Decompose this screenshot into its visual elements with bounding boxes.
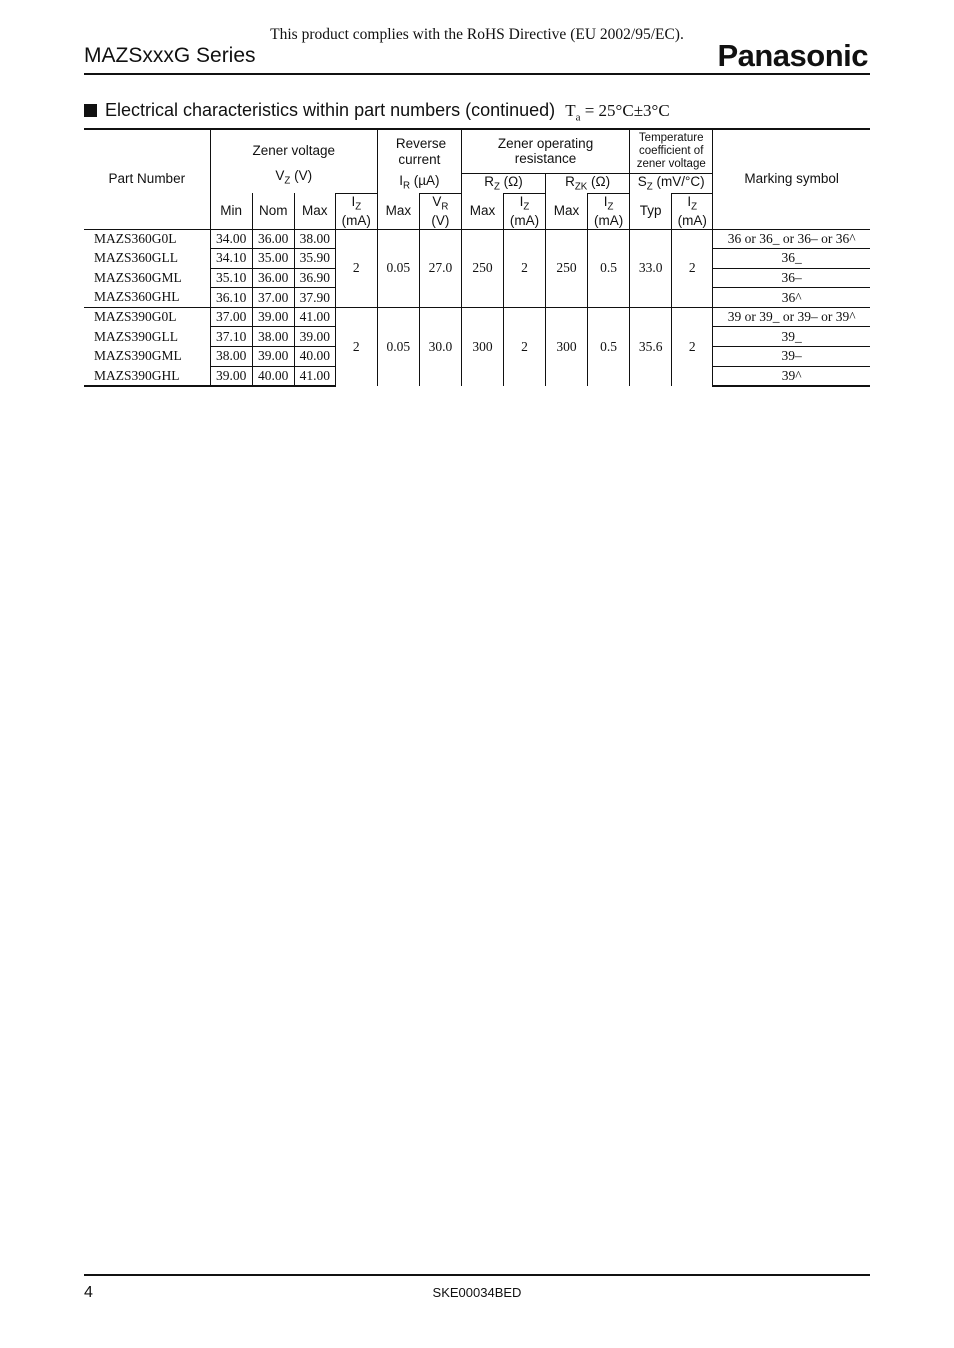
sz-test-current: 2	[672, 307, 713, 386]
vz-min: 37.00	[210, 307, 252, 327]
vr-value: 30.0	[419, 307, 461, 386]
vz-max: 35.90	[294, 249, 335, 269]
vz-nom: 39.00	[252, 347, 294, 367]
header-max: Max	[294, 193, 335, 229]
vz-max: 39.00	[294, 327, 335, 347]
vz-min: 36.10	[210, 288, 252, 308]
part-number: MAZS360GLL	[94, 250, 178, 266]
vz-nom: 35.00	[252, 249, 294, 269]
vz-min: 38.00	[210, 347, 252, 367]
header-zener-voltage: Zener voltage $V_Z$ (V)	[210, 129, 377, 193]
vz-min: 34.00	[210, 229, 252, 249]
vz-nom: 36.00	[252, 268, 294, 288]
header-rz-iz: $I_Z$ (mA)	[503, 193, 545, 229]
marking: 39_	[713, 327, 870, 347]
sz-test-current: 2	[672, 229, 713, 307]
footer-rule	[84, 1274, 870, 1276]
header-rzk-unit: $R_{ZK}$ (Ω)	[546, 173, 630, 193]
rzk-test-current: 0.5	[588, 307, 630, 386]
rzk-test-current: 0.5	[588, 229, 630, 307]
header-nom: Nom	[252, 193, 294, 229]
table-row	[84, 229, 870, 249]
header-vz-iz: $I_Z$ (mA)	[335, 193, 377, 229]
marking: 36_	[713, 249, 870, 269]
vz-nom: 38.00	[252, 327, 294, 347]
marking: 39^	[713, 366, 870, 386]
rz-max: 300	[461, 307, 503, 386]
square-bullet-icon	[84, 104, 97, 117]
header-rz-max: Max	[461, 193, 503, 229]
vz-nom: 36.00	[252, 229, 294, 249]
vz-min: 34.10	[210, 249, 252, 269]
rohs-notice: This product complies with the RoHS Directive (EU 2002/95/EC).	[270, 26, 684, 43]
marking: 39 or 39_ or 39– or 39^	[713, 307, 870, 327]
vz-min: 35.10	[210, 268, 252, 288]
header-rzk-max: Max	[546, 193, 588, 229]
document-code: SKE00034BED	[432, 1285, 522, 1300]
part-number: MAZS390GLL	[94, 328, 178, 344]
header-rz-unit: $R_Z$ (Ω)	[461, 173, 545, 193]
marking: 36–	[713, 268, 870, 288]
part-number: MAZS360GML	[94, 269, 182, 285]
page-number: 4	[84, 1284, 93, 1301]
header-sz-typ: Typ	[630, 193, 672, 229]
part-number: MAZS360GHL	[94, 289, 180, 305]
ir-max: 0.05	[377, 229, 419, 307]
temperature-condition: $T_a = 25^\circ C\pm 3^\circ C$	[565, 101, 670, 124]
electrical-characteristics-table	[84, 128, 870, 387]
vr-value: 27.0	[419, 229, 461, 307]
vz-min: 37.10	[210, 327, 252, 347]
rzk-max: 300	[546, 307, 588, 386]
vz-test-current: 2	[335, 229, 377, 307]
part-number: MAZS390GHL	[84, 366, 210, 386]
sz-typ: 35.6	[630, 307, 672, 386]
header-ir-max: Max	[377, 193, 419, 229]
header-temp-coefficient: Temperature coefficient of zener voltage	[630, 129, 713, 173]
header-part-number: Part Number	[84, 129, 210, 229]
vz-min: 39.00	[210, 366, 252, 386]
table-row	[84, 307, 870, 327]
vz-max: 37.90	[294, 288, 335, 308]
sz-typ: 33.0	[630, 229, 672, 307]
vz-max: 41.00	[294, 366, 335, 386]
rzk-max: 250	[546, 229, 588, 307]
vz-max: 41.00	[294, 307, 335, 327]
brand-logo: Panasonic	[717, 38, 868, 73]
vz-nom: 39.00	[252, 307, 294, 327]
vz-max: 36.90	[294, 268, 335, 288]
marking: 39–	[713, 347, 870, 367]
rz-test-current: 2	[503, 307, 545, 386]
section-title: Electrical characteristics within part numbers (continued)	[105, 100, 556, 120]
header-reverse-current: Reverse current	[377, 129, 461, 173]
series-title: MAZSxxxG Series	[84, 44, 256, 67]
vz-max: 38.00	[294, 229, 335, 249]
header-marking-symbol: Marking symbol	[713, 129, 870, 229]
marking: 36^	[713, 288, 870, 308]
vz-max: 40.00	[294, 347, 335, 367]
header-sz-unit: $S_Z$ (mV/°C)	[630, 173, 713, 193]
ir-max: 0.05	[377, 307, 419, 386]
header-rzk-iz: $I_Z$ (mA)	[588, 193, 630, 229]
header-vr: $V_R$ (V)	[419, 193, 461, 229]
vz-test-current: 2	[335, 307, 377, 386]
header-min: Min	[210, 193, 252, 229]
header-rule	[84, 73, 870, 75]
header-sz-iz: $I_Z$ (mA)	[672, 193, 713, 229]
vz-nom: 37.00	[252, 288, 294, 308]
part-number: MAZS390G0L	[84, 307, 210, 327]
header-zener-resistance: Zener operating resistance	[461, 129, 629, 173]
rz-max: 250	[461, 229, 503, 307]
vz-nom: 40.00	[252, 366, 294, 386]
rz-test-current: 2	[503, 229, 545, 307]
part-number: MAZS360G0L	[84, 229, 210, 249]
header-ir-unit: $I_R$ (µA)	[377, 173, 461, 193]
marking: 36 or 36_ or 36– or 36^	[713, 229, 870, 249]
part-number: MAZS390GML	[94, 348, 182, 364]
section-heading	[84, 100, 670, 123]
